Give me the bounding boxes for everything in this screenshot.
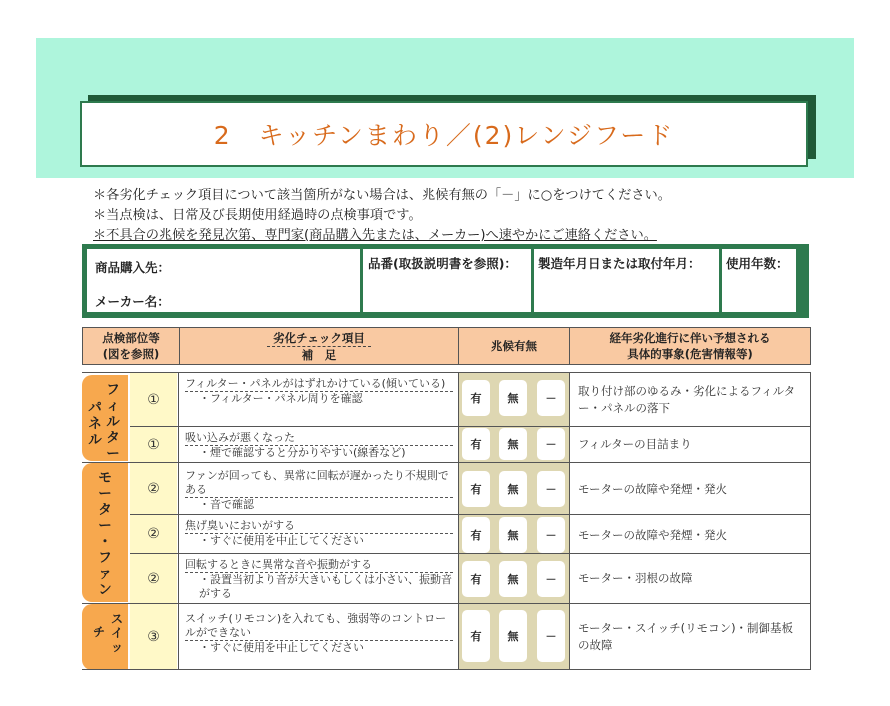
part-label-switch-a: ス イ ッ [110, 612, 123, 654]
row-2-na-button[interactable]: － [537, 428, 565, 460]
row-1-num: ① [130, 373, 177, 426]
row-2-num: ① [130, 427, 177, 462]
header-part-line2: (図を参照) [102, 347, 160, 361]
title-box [80, 101, 808, 167]
row-2-check-note: ・煙で確認すると分かりやすい(線香など) [199, 446, 406, 459]
header-sign [458, 327, 570, 365]
row-6-check-note: ・すぐに使用を中止してください [199, 641, 364, 654]
row-6-num: ③ [130, 604, 177, 669]
header-sign-label: 兆候有無 [491, 339, 537, 353]
row-5-check-note: ・設置当初より音が大きいもしくは小さい、振動音がする [199, 573, 452, 600]
header-check [179, 327, 459, 365]
row-2-check [185, 431, 453, 460]
row-5-yes-button[interactable]: 有 [462, 561, 490, 597]
part-label-motor: モ ー タ ー ・ フ ァ ン [98, 470, 112, 598]
row-3-event: モーターの故障や発煙・発火 [578, 482, 728, 496]
header-part [82, 327, 180, 365]
maker-label: メーカー名： [95, 294, 170, 309]
part-label-switch-b: チ [92, 625, 105, 639]
row-2-yes-button[interactable]: 有 [462, 428, 490, 460]
purchase-label: 商品購入先： [95, 260, 171, 275]
row-6-no-button[interactable]: 無 [499, 610, 527, 662]
row-4-no-button[interactable]: 無 [499, 517, 527, 553]
row-6-check [185, 612, 453, 655]
note-3: ＊不具合の兆候を発見次第、専門家(商品購入先または、メーカー)へ速やかにご連絡ください。 [93, 228, 657, 243]
row-1-event: 取り付け部のゆるみ・劣化によるフィルター・パネルの落下 [578, 384, 796, 415]
row-2-event: フィルターの目詰まり [578, 437, 692, 451]
row-2-check-main: 吸い込みが悪くなった [185, 431, 453, 446]
row-1-check [185, 377, 453, 406]
row-4-num: ② [130, 515, 177, 553]
row-3-no-button[interactable]: 無 [499, 471, 527, 507]
row-6-na-button[interactable]: － [537, 610, 565, 662]
row-5-check-main: 回転するときに異常な音や振動がする [185, 558, 453, 573]
row-4-yes-button[interactable]: 有 [462, 517, 490, 553]
row-1-na-button[interactable]: － [537, 380, 565, 416]
row-6-event: モーター・スイッチ(リモコン)・制御基板の故障 [578, 621, 794, 652]
row-1-check-main: フィルター・パネルがはずれかけている(傾いている) [185, 377, 453, 392]
header-part-line1: 点検部位等 [102, 331, 160, 345]
row-2-no-button[interactable]: 無 [499, 428, 527, 460]
row-5-event: モーター・羽根の故障 [578, 571, 693, 585]
model-label: 品番(取扱説明書を参照)： [368, 256, 517, 271]
note-2: ＊当点検は、日常及び長期使用経過時の点検事項です。 [93, 208, 422, 223]
row-4-check [185, 519, 453, 548]
row-6-yes-button[interactable]: 有 [462, 610, 490, 662]
row-5-num: ② [130, 554, 177, 603]
row-5-na-button[interactable]: － [537, 561, 565, 597]
header-event [569, 327, 811, 365]
row-3-check-main: ファンが回っても、異常に回転が遅かったり不規則である [185, 469, 453, 498]
product-info-table [82, 244, 809, 318]
header-check-line1: 劣化チェック項目 [267, 330, 371, 347]
part-label-filter-b: パ ネ ル [88, 400, 102, 448]
row-4-na-button[interactable]: － [537, 517, 565, 553]
row-1-yes-button[interactable]: 有 [462, 380, 490, 416]
row-3-check-note: ・音で確認 [199, 498, 254, 511]
part-label-filter-a: フ ィ ル タ ー [106, 382, 120, 462]
row-3-check [185, 469, 453, 512]
row-3-yes-button[interactable]: 有 [462, 471, 490, 507]
row-5-check [185, 558, 453, 601]
row-4-event: モーターの故障や発煙・発火 [578, 528, 728, 542]
row-4-check-main: 焦げ臭いにおいがする [185, 519, 453, 534]
row-1-check-note: ・フィルター・パネル周りを確認 [199, 392, 363, 405]
note-1: ＊各劣化チェック項目について該当箇所がない場合は、兆候有無の「－」に○をつけてください。 [93, 188, 671, 203]
row-4-check-note: ・すぐに使用を中止してください [199, 534, 364, 547]
header-check-line2: 補 足 [301, 347, 337, 362]
date-label: 製造年月日または取付年月： [538, 256, 701, 271]
row-1-no-button[interactable]: 無 [499, 380, 527, 416]
row-3-num: ② [130, 463, 177, 514]
years-label: 使用年数： [726, 256, 789, 271]
row-6-check-main: スイッチ(リモコン)を入れても、強弱等のコントロールができない [185, 612, 453, 641]
page-title: 2 キッチンまわり／(2)レンジフード [213, 121, 675, 150]
row-3-na-button[interactable]: － [537, 471, 565, 507]
header-event-line1: 経年劣化進行に伴い予想される [609, 331, 771, 345]
row-5-no-button[interactable]: 無 [499, 561, 527, 597]
header-event-line2: 具体的事象(危害情報等) [627, 347, 753, 361]
